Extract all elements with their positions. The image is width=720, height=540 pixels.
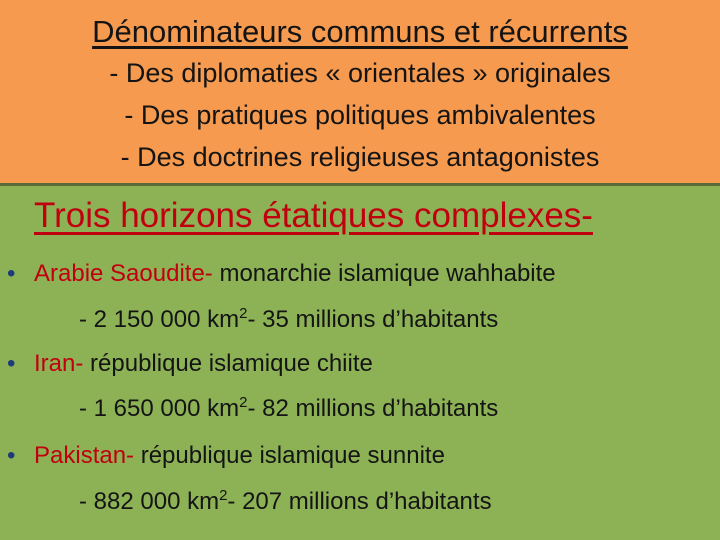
header-line-diplomaties: - Des diplomaties « orientales » originales [109, 58, 611, 88]
item-heading [34, 260, 556, 288]
country-description: république islamique sunnite [134, 442, 445, 469]
item-heading [34, 350, 373, 378]
area-exponent: 2 [219, 487, 228, 504]
area-value: - 882 000 km [79, 488, 220, 515]
bullet: • [7, 442, 16, 469]
country-description: république islamique chiite [83, 350, 373, 377]
header-title: Dénominateurs communs et récurrents [92, 14, 628, 49]
item-heading [34, 442, 445, 470]
country-description: monarchie islamique wahhabite [212, 260, 556, 287]
population-value: - 82 millions d’habitants [247, 395, 499, 422]
bullet: • [7, 260, 16, 287]
item-stats [79, 395, 498, 423]
area-value: - 2 150 000 km [79, 306, 240, 333]
item-stats [79, 488, 492, 516]
header-line-pratiques: - Des pratiques politiques ambivalentes [124, 100, 596, 130]
item-stats [79, 306, 498, 334]
country-name: Iran- [34, 350, 84, 377]
bullet: • [7, 350, 16, 377]
section-title: Trois horizons étatiques complexes- [34, 196, 593, 235]
country-name: Arabie Saoudite- [34, 260, 213, 287]
country-name: Pakistan- [34, 442, 135, 469]
area-value: - 1 650 000 km [79, 395, 240, 422]
population-value: - 207 millions d’habitants [227, 488, 492, 515]
header-line-doctrines: - Des doctrines religieuses antagonistes [120, 142, 600, 172]
area-exponent: 2 [239, 305, 248, 322]
area-exponent: 2 [239, 394, 248, 411]
population-value: - 35 millions d’habitants [247, 306, 499, 333]
header-panel [0, 0, 720, 186]
content-panel [0, 186, 720, 540]
